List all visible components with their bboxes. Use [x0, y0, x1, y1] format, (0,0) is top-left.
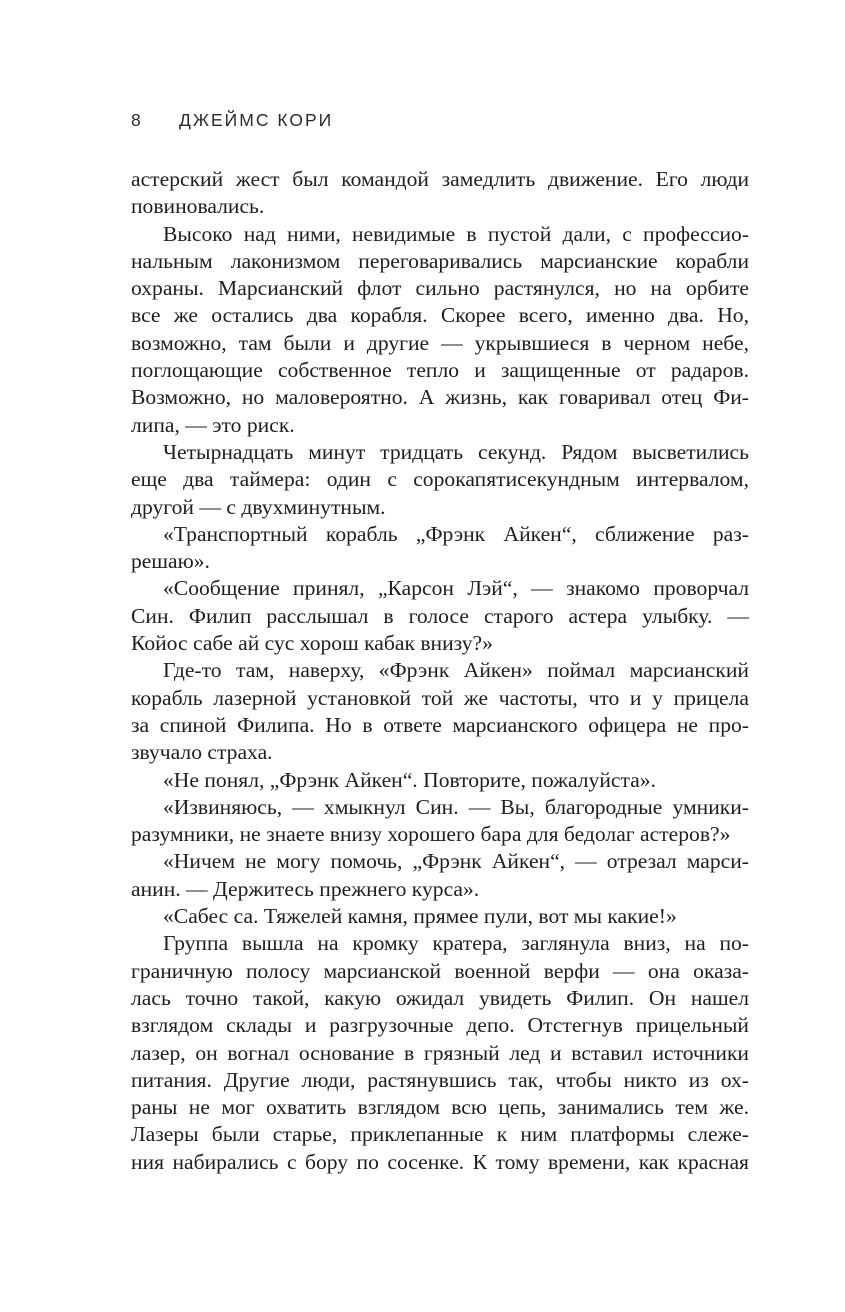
text-line: за спиной Филипа. Но в ответе марсианского офицера не про-: [131, 712, 749, 737]
paragraph: [131, 166, 749, 221]
paragraph: [131, 767, 749, 794]
text-line: разумники, не знаете внизу хорошего бара для бедолаг астеров?»: [131, 822, 731, 847]
body-text: [131, 166, 749, 1176]
text-line: граничную полосу марсианской военной верфи — она оказа-: [131, 958, 749, 983]
paragraph: [131, 221, 749, 439]
text-line: «Транспортный корабль „Фрэнк Айкен“, сближение раз-: [163, 521, 749, 546]
text-line: липа, — это риск.: [131, 412, 295, 437]
text-line: «Не понял, „Фрэнк Айкен“. Повторите, пожалуйста».: [163, 767, 656, 792]
text-line: корабль лазерной установкой той же частоты, что и у прицела: [131, 685, 749, 710]
author-name: ДЖЕЙМС КОРИ: [179, 110, 334, 130]
text-line: Возможно, но маловероятно. А жизнь, как говаривал отец Фи-: [131, 385, 749, 410]
text-line: звучало страха.: [131, 740, 273, 765]
paragraph: [131, 794, 749, 849]
text-line: возможно, там были и другие — укрывшиеся в черном небе,: [131, 330, 749, 355]
text-line: «Сабес са. Тяжелей камня, прямее пули, вот мы какие!»: [163, 904, 677, 929]
text-line: ния набирались с бору по сосенке. К тому времени, как красная: [131, 1149, 749, 1174]
text-line: Группа вышла на кромку кратера, заглянула вниз, на по-: [163, 931, 749, 956]
text-line: «Ничем не могу помочь, „Фрэнк Айкен“, — отрезал марси-: [163, 849, 749, 874]
text-line: раны не мог охватить взглядом всю цепь, занимались тем же.: [131, 1095, 749, 1120]
text-line: Высоко над ними, невидимые в пустой дали, с профессио-: [163, 221, 749, 246]
text-line: Где-то там, наверху, «Фрэнк Айкен» поймал марсианский: [163, 658, 749, 683]
text-line: «Извиняюсь, — хмыкнул Син. — Вы, благородные умники-: [163, 794, 749, 819]
text-line: Лазеры были старье, приклепанные к ним платформы слеже-: [131, 1122, 749, 1147]
text-line: нальным лаконизмом переговаривались марсианские корабли: [131, 248, 749, 273]
text-line: охраны. Марсианский флот сильно растянулся, но на орбите: [131, 276, 749, 301]
paragraph: [131, 930, 749, 1176]
text-line: лась точно такой, какую ожидал увидеть Филип. Он нашел: [131, 985, 749, 1010]
text-line: другой — с двухминутным.: [131, 494, 386, 519]
paragraph: [131, 575, 749, 657]
paragraph: [131, 903, 749, 930]
text-line: поглощающие собственное тепло и защищенные от радаров.: [131, 358, 749, 383]
text-line: анин. — Держитесь прежнего курса».: [131, 876, 480, 901]
text-line: Син. Филип расслышал в голосе старого астера улыбку. —: [131, 603, 749, 628]
text-line: взглядом склады и разгрузочные депо. Отстегнув прицельный: [131, 1013, 749, 1038]
text-line: «Сообщение принял, „Карсон Лэй“, — знакомо проворчал: [163, 576, 749, 601]
text-line: Койос сабе ай сус хорош кабак внизу?»: [131, 631, 493, 656]
text-line: питания. Другие люди, растянувшись так, чтобы никто из ох-: [131, 1067, 749, 1092]
text-line: еще два таймера: один с сорокапятисекундным интервалом,: [131, 467, 749, 492]
page-number: 8: [131, 110, 143, 130]
text-line: решаю».: [131, 549, 210, 574]
text-line: лазер, он вогнал основание в грязный лед и вставил источники: [131, 1040, 749, 1065]
paragraph: [131, 848, 749, 903]
paragraph: [131, 657, 749, 766]
text-line: Четырнадцать минут тридцать секунд. Рядом высветились: [163, 439, 749, 464]
text-line: астерский жест был командой замедлить движение. Его люди: [131, 167, 749, 191]
text-line: все же остались два корабля. Скорее всего, именно два. Но,: [131, 303, 749, 328]
running-head: [131, 110, 333, 131]
paragraph: [131, 521, 749, 576]
text-line: повиновались.: [131, 194, 265, 219]
paragraph: [131, 439, 749, 521]
